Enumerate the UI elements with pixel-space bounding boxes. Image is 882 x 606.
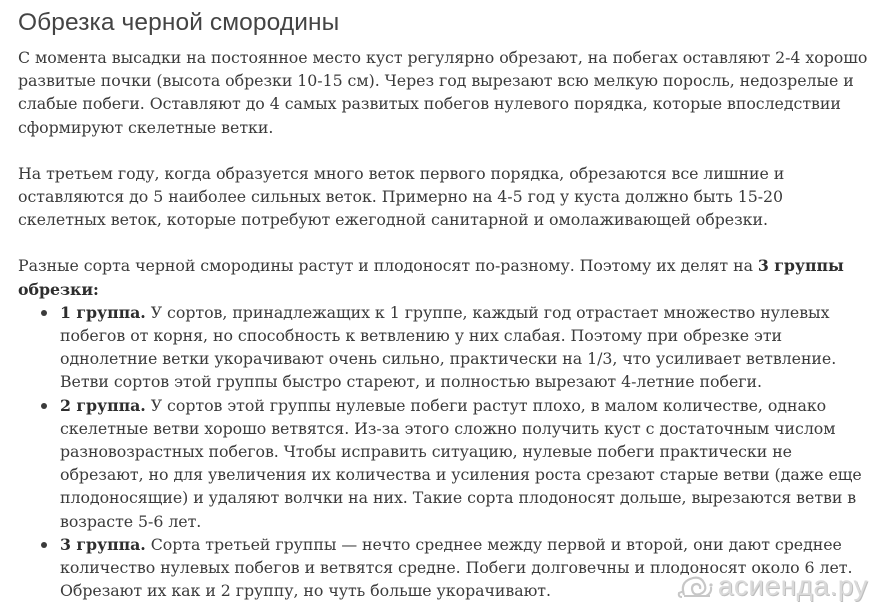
bullet-icon: [41, 542, 47, 548]
groups-intro-text: Разные сорта черной смородины растут и плодоносят по-разному. Поэтому их делят на: [18, 256, 758, 276]
pruning-groups-list: [18, 301, 870, 603]
article: [18, 0, 870, 602]
paragraph-groups-intro: [18, 254, 870, 300]
list-item: [60, 301, 870, 394]
paragraph-third-year: На третьем году, когда образуется много веток первого порядка, обрезаются все лишние и оставляются до 5 наиболее сильных веток. Примерно на 4-5 год у куста должно быть 15-20 скелетных веток, которые потребуют ежегодной санитарной и омолаживающей обрезки.: [18, 163, 785, 230]
bullet-icon: [41, 310, 47, 316]
paragraph-planting: С момента высадки на постоянное место куст регулярно обрезают, на побегах оставляют 2-4 хорошо развитые почки (высота обрезки 10-15 см). Через год вырезают всю мелкую поросль, недозрелые и слабые побеги. Оставляют до 4 самых развитых побегов нулевого порядка, которые впоследствии сформируют скелетные ветки.: [18, 48, 868, 137]
bullet-icon: [41, 403, 47, 409]
group-text: У сортов этой группы нулевые побеги растут плохо, в малом количестве, однако скелетные ветви хорошо ветвятся. Из-за этого сложно получить куст с достаточным числом разновозрастных побегов. Чтобы исправить ситуацию, нулевые побеги практически не обрезают, но для увеличения их количества и усиления роста срезают старые ветви (даже еще плодоносящие) и удаляют волчки на них. Такие сорта плодоносят дольше, вырезаются ветви в возрасте 5-6 лет.: [60, 395, 862, 531]
site-watermark: [676, 570, 868, 602]
snail-logo-icon: [676, 571, 716, 601]
group-label: 3 группа.: [60, 534, 146, 554]
groups-intro-bold: 3 группы обрезки:: [18, 256, 844, 299]
watermark-text: асиенда.ру: [717, 570, 868, 601]
list-item: [60, 394, 870, 533]
group-text: У сортов, принадлежащих к 1 группе, каждый год отрастает множество нулевых побегов от корня, но способность к ветвлению у них слабая. Поэтому при обрезке эти однолетние ветки укорачивают очень сильно, практически на 1/3, что усиливает ветвление. Ветви сортов этой группы быстро стареют, и полностью вырезают 4-летние побеги.: [60, 302, 837, 392]
group-label: 1 группа.: [60, 302, 146, 322]
group-text: Сорта третьей группы — нечто среднее между первой и второй, они дают среднее количество нулевых побегов и ветвятся средне. Побеги долговечны и плодоносят около 6 лет. Обрезают их как и 2 группу, но чуть больше укорачивают.: [60, 534, 853, 601]
article-title: Обрезка черной смородины: [18, 9, 340, 36]
group-label: 2 группа.: [60, 395, 146, 415]
